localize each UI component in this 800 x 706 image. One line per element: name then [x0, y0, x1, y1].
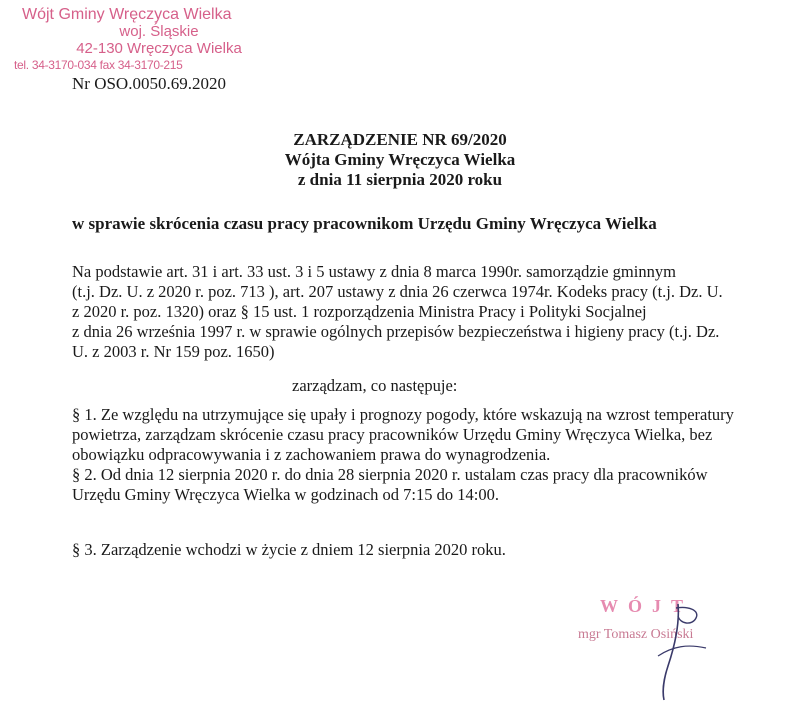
- paragraph-line: § 1. Ze względu na utrzymujące się upały i prognozy pogody, które wskazują na wzrost temperatury: [72, 405, 734, 424]
- signature-name: mgr Tomasz Osiński: [578, 627, 694, 642]
- office-stamp: [14, 6, 304, 74]
- title-line-issuer: Wójta Gminy Wręczyca Wielka: [284, 150, 516, 169]
- title-line-date: z dnia 11 sierpnia 2020 roku: [297, 170, 503, 189]
- stamp-line-voivodeship: woj. Śląskie: [119, 23, 199, 40]
- signature-title: WÓJT: [600, 596, 694, 616]
- document-subject: w sprawie skrócenia czasu pracy pracownikom Urzędu Gminy Wręczyca Wielka: [72, 214, 657, 233]
- paragraph-line: powietrza, zarządzam skrócenie czasu pracy pracowników Urzędu Gminy Wręczyca Wielka, bez: [72, 425, 713, 444]
- effective-date-paragraph: § 3. Zarządzenie wchodzi w życie z dniem 12 sierpnia 2020 roku.: [72, 540, 506, 559]
- stamp-line-address: 42-130 Wręczyca Wielka: [76, 40, 242, 57]
- document-title: [0, 130, 790, 190]
- paragraph-line: z dnia 26 września 1997 r. w sprawie ogólnych przepisów bezpieczeństwa i higieny pracy (t.j. Dz.: [72, 322, 720, 341]
- paragraph-line: § 2. Od dnia 12 sierpnia 2020 r. do dnia 28 sierpnia 2020 r. ustalam czas pracy dla pracowników: [72, 465, 708, 484]
- legal-basis-paragraph: [72, 262, 782, 362]
- document-reference-number: Nr OSO.0050.69.2020: [72, 74, 226, 93]
- paragraph-line: z 2020 r. poz. 1320) oraz § 15 ust. 1 rozporządzenia Ministra Pracy i Polityki Socjalnej: [72, 302, 647, 321]
- handwritten-signature: [618, 596, 728, 706]
- paragraph-line: obowiązku odpracowywania i z zachowaniem prawa do wynagrodzenia.: [72, 445, 551, 464]
- stamp-line-phone: tel. 34-3170-034 fax 34-3170-215: [14, 58, 183, 72]
- stamp-line-office: Wójt Gminy Wręczyca Wielka: [22, 6, 232, 23]
- paragraph-line: Urzędu Gminy Wręczyca Wielka w godzinach od 7:15 do 14:00.: [72, 485, 499, 504]
- paragraph-line: U. z 2003 r. Nr 159 poz. 1650): [72, 342, 275, 361]
- title-line-order: ZARZĄDZENIE NR 69/2020: [293, 130, 507, 149]
- sections-paragraph: [72, 405, 782, 505]
- paragraph-line: Na podstawie art. 31 i art. 33 ust. 3 i 5 ustawy z dnia 8 marca 1990r. samorządzie gminnym: [72, 262, 676, 281]
- decision-phrase: zarządzam, co następuje:: [292, 376, 458, 395]
- paragraph-line: (t.j. Dz. U. z 2020 r. poz. 713 ), art. 207 ustawy z dnia 26 czerwca 1974r. Kodeks pracy (t.j. Dz. U.: [72, 282, 723, 301]
